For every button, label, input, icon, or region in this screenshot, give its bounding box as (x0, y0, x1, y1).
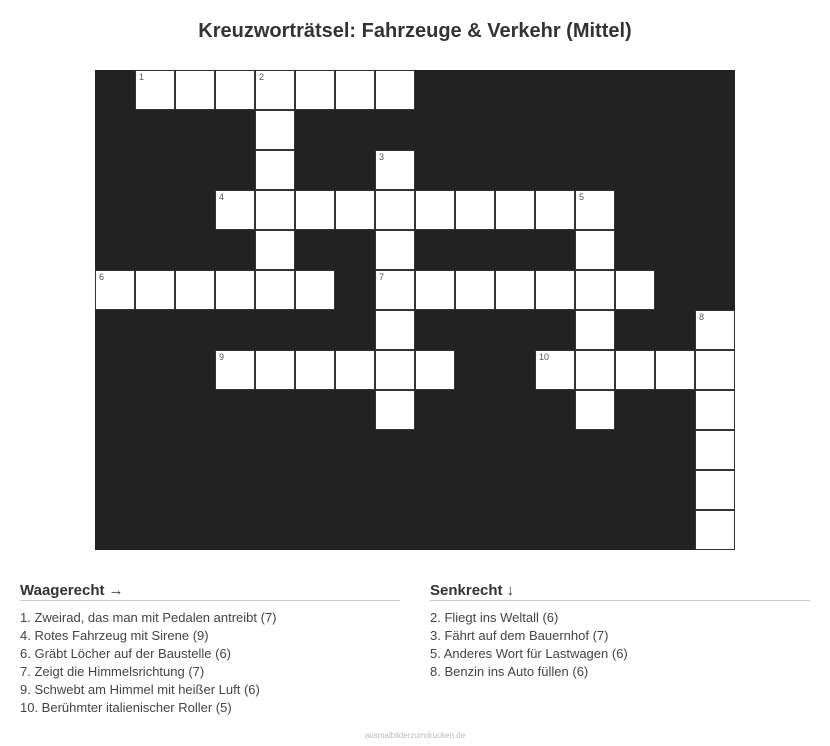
crossword-cell[interactable] (575, 190, 615, 230)
crossword-grid (95, 70, 735, 550)
crossword-cell[interactable] (255, 190, 295, 230)
across-clue-list (20, 609, 400, 717)
crossword-cell[interactable] (295, 190, 335, 230)
clue-number: 4 (219, 192, 225, 202)
crossword-cell[interactable] (335, 70, 375, 110)
clue-number: 3 (379, 152, 385, 162)
right-arrow-icon: → (108, 582, 124, 599)
clue-number: 1 (139, 72, 145, 82)
across-clue: 7. Zeigt die Himmelsrichtung (7) (20, 664, 205, 679)
down-heading-label: Senkrecht (430, 582, 503, 599)
crossword-cell[interactable] (695, 430, 735, 470)
crossword-cell[interactable] (695, 350, 735, 390)
crossword-cell[interactable] (255, 150, 295, 190)
crossword-cell[interactable] (295, 270, 335, 310)
crossword-cell[interactable] (575, 350, 615, 390)
crossword-cell[interactable] (375, 350, 415, 390)
down-clue-list (430, 609, 810, 681)
crossword-cell[interactable] (375, 150, 415, 190)
down-clue: 2. Fliegt ins Weltall (6) (430, 610, 559, 625)
down-clue: 5. Anderes Wort für Lastwagen (6) (430, 646, 628, 661)
down-clues-section (430, 582, 810, 681)
across-heading (20, 582, 400, 601)
crossword-cell[interactable] (175, 70, 215, 110)
crossword-cell[interactable] (415, 350, 455, 390)
crossword-cell[interactable] (255, 270, 295, 310)
crossword-cell[interactable] (575, 270, 615, 310)
down-clue: 8. Benzin ins Auto füllen (6) (430, 664, 589, 679)
clue-number: 7 (379, 272, 385, 282)
crossword-cell[interactable] (655, 350, 695, 390)
down-heading (430, 582, 810, 601)
crossword-cell[interactable] (255, 350, 295, 390)
crossword-cell[interactable] (375, 230, 415, 270)
crossword-cell[interactable] (495, 270, 535, 310)
crossword-cell[interactable] (695, 310, 735, 350)
crossword-cell[interactable] (375, 190, 415, 230)
crossword-cell[interactable] (175, 270, 215, 310)
crossword-cell[interactable] (535, 270, 575, 310)
footer-credit: ausmalbilderzumdrucken.de (364, 731, 466, 740)
across-clue: 6. Gräbt Löcher auf der Baustelle (6) (20, 646, 232, 661)
crossword-cell[interactable] (615, 350, 655, 390)
clue-number: 2 (259, 72, 265, 82)
crossword-cell[interactable] (415, 190, 455, 230)
crossword-cell[interactable] (575, 390, 615, 430)
crossword-cell[interactable] (135, 70, 175, 110)
crossword-cell[interactable] (215, 270, 255, 310)
across-heading-label: Waagerecht (20, 582, 105, 599)
crossword-cell[interactable] (215, 190, 255, 230)
clue-number: 9 (219, 352, 225, 362)
crossword-cell[interactable] (415, 270, 455, 310)
crossword-cell[interactable] (535, 190, 575, 230)
crossword-cell[interactable] (375, 390, 415, 430)
crossword-cell[interactable] (575, 310, 615, 350)
crossword-cell[interactable] (455, 190, 495, 230)
crossword-cell[interactable] (695, 470, 735, 510)
crossword-cell[interactable] (255, 230, 295, 270)
crossword-cell[interactable] (615, 270, 655, 310)
crossword-cell[interactable] (295, 350, 335, 390)
crossword-cell[interactable] (255, 110, 295, 150)
crossword-cell[interactable] (375, 270, 415, 310)
puzzle-title: Kreuzworträtsel: Fahrzeuge & Verkehr (Mittel) (198, 20, 632, 42)
crossword-cell[interactable] (255, 70, 295, 110)
crossword-cell[interactable] (455, 270, 495, 310)
crossword-cell[interactable] (95, 270, 135, 310)
across-clues-section (20, 582, 400, 717)
crossword-cell[interactable] (575, 230, 615, 270)
clue-number: 10 (539, 352, 550, 362)
crossword-cell[interactable] (695, 390, 735, 430)
clue-number: 6 (99, 272, 105, 282)
crossword-cell[interactable] (215, 70, 255, 110)
crossword-cell[interactable] (135, 270, 175, 310)
across-clue: 10. Berühmter italienischer Roller (5) (20, 700, 232, 715)
crossword-cell[interactable] (695, 510, 735, 550)
crossword-cell[interactable] (335, 190, 375, 230)
across-clue: 4. Rotes Fahrzeug mit Sirene (9) (20, 628, 209, 643)
across-clue: 9. Schwebt am Himmel mit heißer Luft (6) (20, 682, 260, 697)
down-arrow-icon: ↓ (506, 582, 515, 599)
clue-number: 5 (579, 192, 585, 202)
crossword-cell[interactable] (495, 190, 535, 230)
down-clue: 3. Fährt auf dem Bauernhof (7) (430, 628, 609, 643)
crossword-cell[interactable] (215, 350, 255, 390)
crossword-cell[interactable] (375, 70, 415, 110)
crossword-cell[interactable] (375, 310, 415, 350)
crossword-cell[interactable] (335, 350, 375, 390)
across-clue: 1. Zweirad, das man mit Pedalen antreibt (7) (20, 610, 277, 625)
clue-number: 8 (699, 312, 705, 322)
crossword-cell[interactable] (295, 70, 335, 110)
crossword-cell[interactable] (535, 350, 575, 390)
